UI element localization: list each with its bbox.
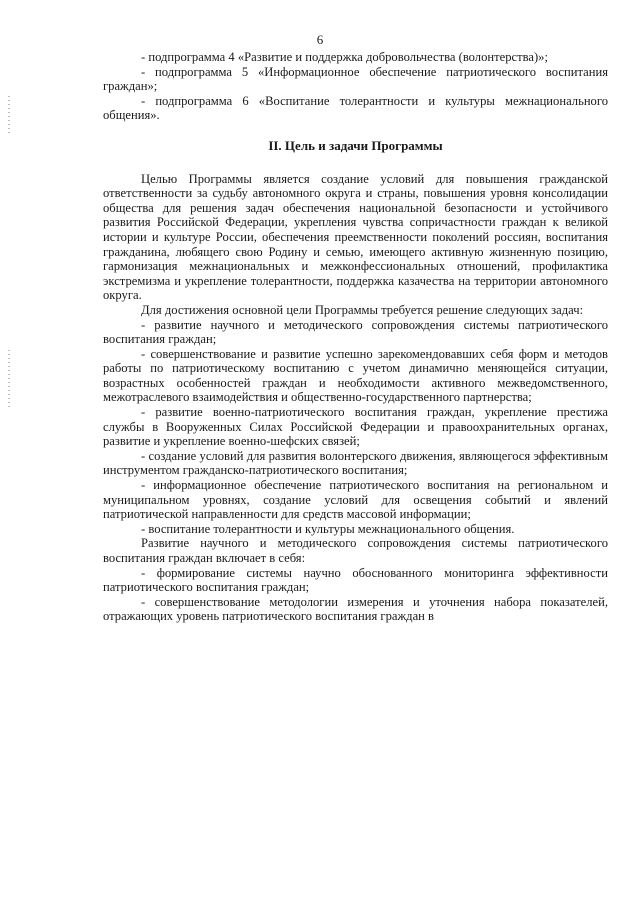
science-item: - формирование системы научно обоснованного мониторинга эффективности патриотического воспитания граждан; — [103, 565, 608, 595]
science-intro: Развитие научного и методического сопровождения системы патриотического воспитания граждан включает в себя: — [103, 536, 608, 565]
task-item: - развитие научного и методического сопровождения системы патриотического воспитания граждан; — [103, 317, 608, 347]
scan-margin-mark — [8, 96, 10, 136]
goal-paragraph: Целью Программы является создание условий для повышения гражданской ответственности за судьбу автономного округа и страны, повышения уровня консолидации общества для решения задач обеспечения национальной безопасности и устойчивого развития Российской Федерации, укрепления чувства сопричастности граждан к великой истории и культуре России, обеспечения преемственности поколений россиян, воспитания гражданина, любящего свою Родину и семью, имеющего активную жизненную позицию, гармонизация межнациональных и межконфессиональных отношений, профилактика экстремизма и укрепление толерантности, поддержка казачества на территории автономного округа. — [103, 171, 608, 303]
science-item: - совершенствование методологии измерения и уточнения набора показателей, отражающих уровень патриотического воспитания граждан в — [103, 594, 608, 624]
task-item: - информационное обеспечение патриотического воспитания на региональном и муниципальном уровнях, создание условий для освещения событий и явлений патриотической направленности для средств массовой информации; — [103, 478, 608, 522]
section-title: II. Цель и задачи Программы — [268, 137, 443, 153]
intro-item: - подпрограмма 6 «Воспитание толерантности и культуры межнационального общения». — [103, 93, 608, 123]
task-item: - совершенствование и развитие успешно зарекомендовавших себя форм и методов работы по патриотическому воспитанию с учетом динамично меняющейся ситуации, возрастных особенностей граждан и необходимости активного межведомственного, межотраслевого взаимодействия и общественно-государственного партнерства; — [103, 346, 608, 405]
page-number: 6 — [316, 32, 324, 47]
task-item: - развитие военно-патриотического воспитания граждан, укрепление престижа службы в Вооруженных Силах Российской Федерации и правоохранительных органах, развитие и укрепление военно-шефских связей; — [103, 405, 608, 449]
intro-item: - подпрограмма 5 «Информационное обеспечение патриотического воспитания граждан»; — [103, 64, 608, 94]
task-item: - воспитание толерантности и культуры межнационального общения. — [141, 521, 515, 536]
tasks-intro: Для достижения основной цели Программы требуется решение следующих задач: — [141, 302, 584, 317]
task-item: - создание условий для развития волонтерского движения, являющегося эффективным инструментом гражданско-патриотического воспитания; — [103, 448, 608, 478]
scan-margin-mark — [8, 350, 10, 410]
intro-item: - подпрограмма 4 «Развитие и поддержка добровольчества (волонтерства)»; — [141, 50, 548, 64]
document-body — [103, 50, 608, 624]
